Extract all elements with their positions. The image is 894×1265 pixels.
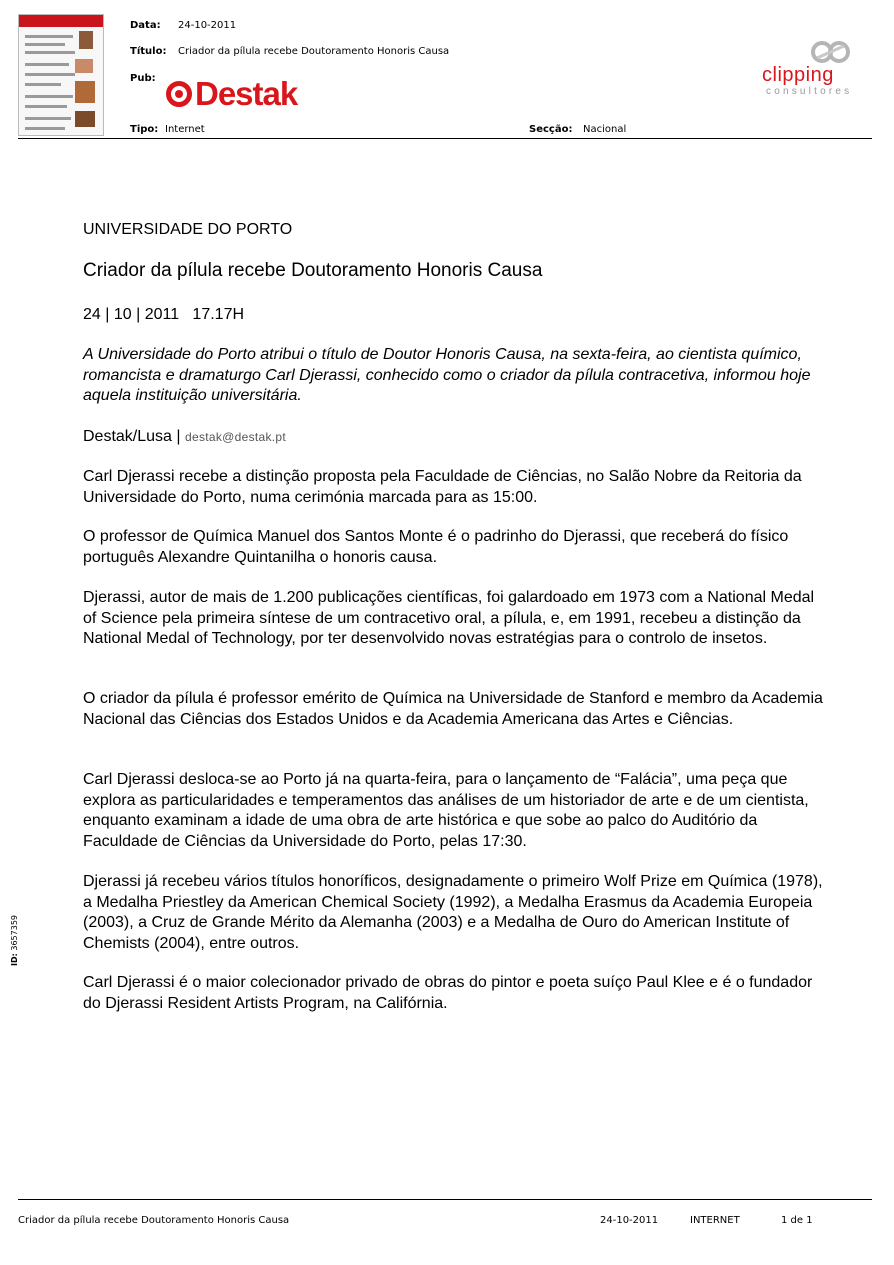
footer-divider (18, 1199, 872, 1200)
paragraph-3: Djerassi, autor de mais de 1.200 publicações científicas, foi galardoado em 1973 com a National Medal of Science pela primeira síntese de um contracetivo oral, a pílula, e, em 1991, recebeu a distinção da National Medal of Technology, por ter desenvolvido novas estratégias para o controlo de insetos. (83, 589, 815, 647)
title-value: Criador da pílula recebe Doutoramento Honoris Causa (178, 46, 450, 57)
clipping-id-value: 3657359 (10, 914, 19, 951)
article-lead: A Universidade do Porto atribui o título de Doutor Honoris Causa, na sexta-feira, ao cientista químico, romancista e dramaturgo Carl Djerassi, conhecido como o criador da pílula contracetiva, informou hoje aquela instituição universitária. (83, 346, 811, 404)
paragraph-6: Djerassi já recebeu vários títulos honoríficos, designadamente o primeiro Wolf Prize em Química (1978), a Medalha Priestley da American Chemical Society (1992), a Medalha Erasmus da Academia Europeia (2003), a Cruz de Grande Mérito da Alemanha (2003) e a Medalha de Ouro do American Institute of Chemists (2004), entre outros. (83, 873, 823, 952)
footer-type: INTERNET (690, 1215, 740, 1226)
paragraph-4: O criador da pílula é professor emérito de Química na Universidade de Stanford e membro da Academia Nacional das Ciências dos Estados Unidos e da Academia Americana das Artes e Ciências. (83, 690, 823, 728)
title-label: Título: (130, 46, 167, 57)
clipping-logo-subtext: consultores (766, 86, 853, 97)
clipping-logo (756, 40, 868, 100)
destak-logo (166, 74, 297, 114)
paragraph-7: Carl Djerassi é o maior colecionador privado de obras do pintor e poeta suíço Paul Klee e é o fundador do Djerassi Resident Artists Program, na Califórnia. (83, 974, 813, 1012)
article-byline (83, 427, 823, 448)
date-label: Data: (130, 20, 161, 31)
section-value: Nacional (583, 124, 627, 135)
clipping-id (10, 915, 19, 966)
header-divider (18, 138, 872, 139)
clipping-thumbnail (18, 14, 104, 136)
article-datetime: 24 | 10 | 2011 17.17H (83, 306, 245, 323)
byline-agency: Destak/Lusa | (83, 428, 181, 445)
pub-label: Pub: (130, 73, 156, 84)
clipping-id-label: ID: (10, 953, 19, 966)
paragraph-2: O professor de Química Manuel dos Santos Monte é o padrinho do Djerassi, que receberá do físico português Alexandre Quintanilha o honoris causa. (83, 528, 789, 566)
destak-target-icon (166, 81, 192, 107)
type-label: Tipo: (130, 124, 159, 135)
clipping-infinity-icon (808, 40, 854, 64)
section-label: Secção: (529, 124, 573, 135)
date-value: 24-10-2011 (178, 20, 237, 31)
byline-email-link[interactable]: destak@destak.pt (185, 430, 287, 444)
paragraph-5: Carl Djerassi desloca-se ao Porto já na quarta-feira, para o lançamento de “Falácia”, uma peça que explora as particularidades e temperamentos das análises de um historiador de arte e de um cientista, enquanto examinam a idade de uma obra de arte histórica e que sobe ao palco do Auditório da Faculdade de Ciências da Universidade do Porto, pelas 17:30. (83, 771, 809, 850)
footer-title: Criador da pílula recebe Doutoramento Honoris Causa (18, 1215, 290, 1226)
footer-date: 24-10-2011 (600, 1215, 659, 1226)
footer-page: 1 de 1 (781, 1215, 813, 1226)
paragraph-1: Carl Djerassi recebe a distinção proposta pela Faculdade de Ciências, no Salão Nobre da Reitoria da Universidade do Porto, numa cerimónia marcada para as 15:00. (83, 468, 802, 506)
destak-logo-text: Destak (195, 75, 298, 112)
clipping-logo-text: clipping (762, 64, 834, 86)
type-value: Internet (165, 124, 205, 135)
article-section: UNIVERSIDADE DO PORTO (83, 221, 293, 238)
article-headline: Criador da pílula recebe Doutoramento Honoris Causa (83, 260, 543, 281)
